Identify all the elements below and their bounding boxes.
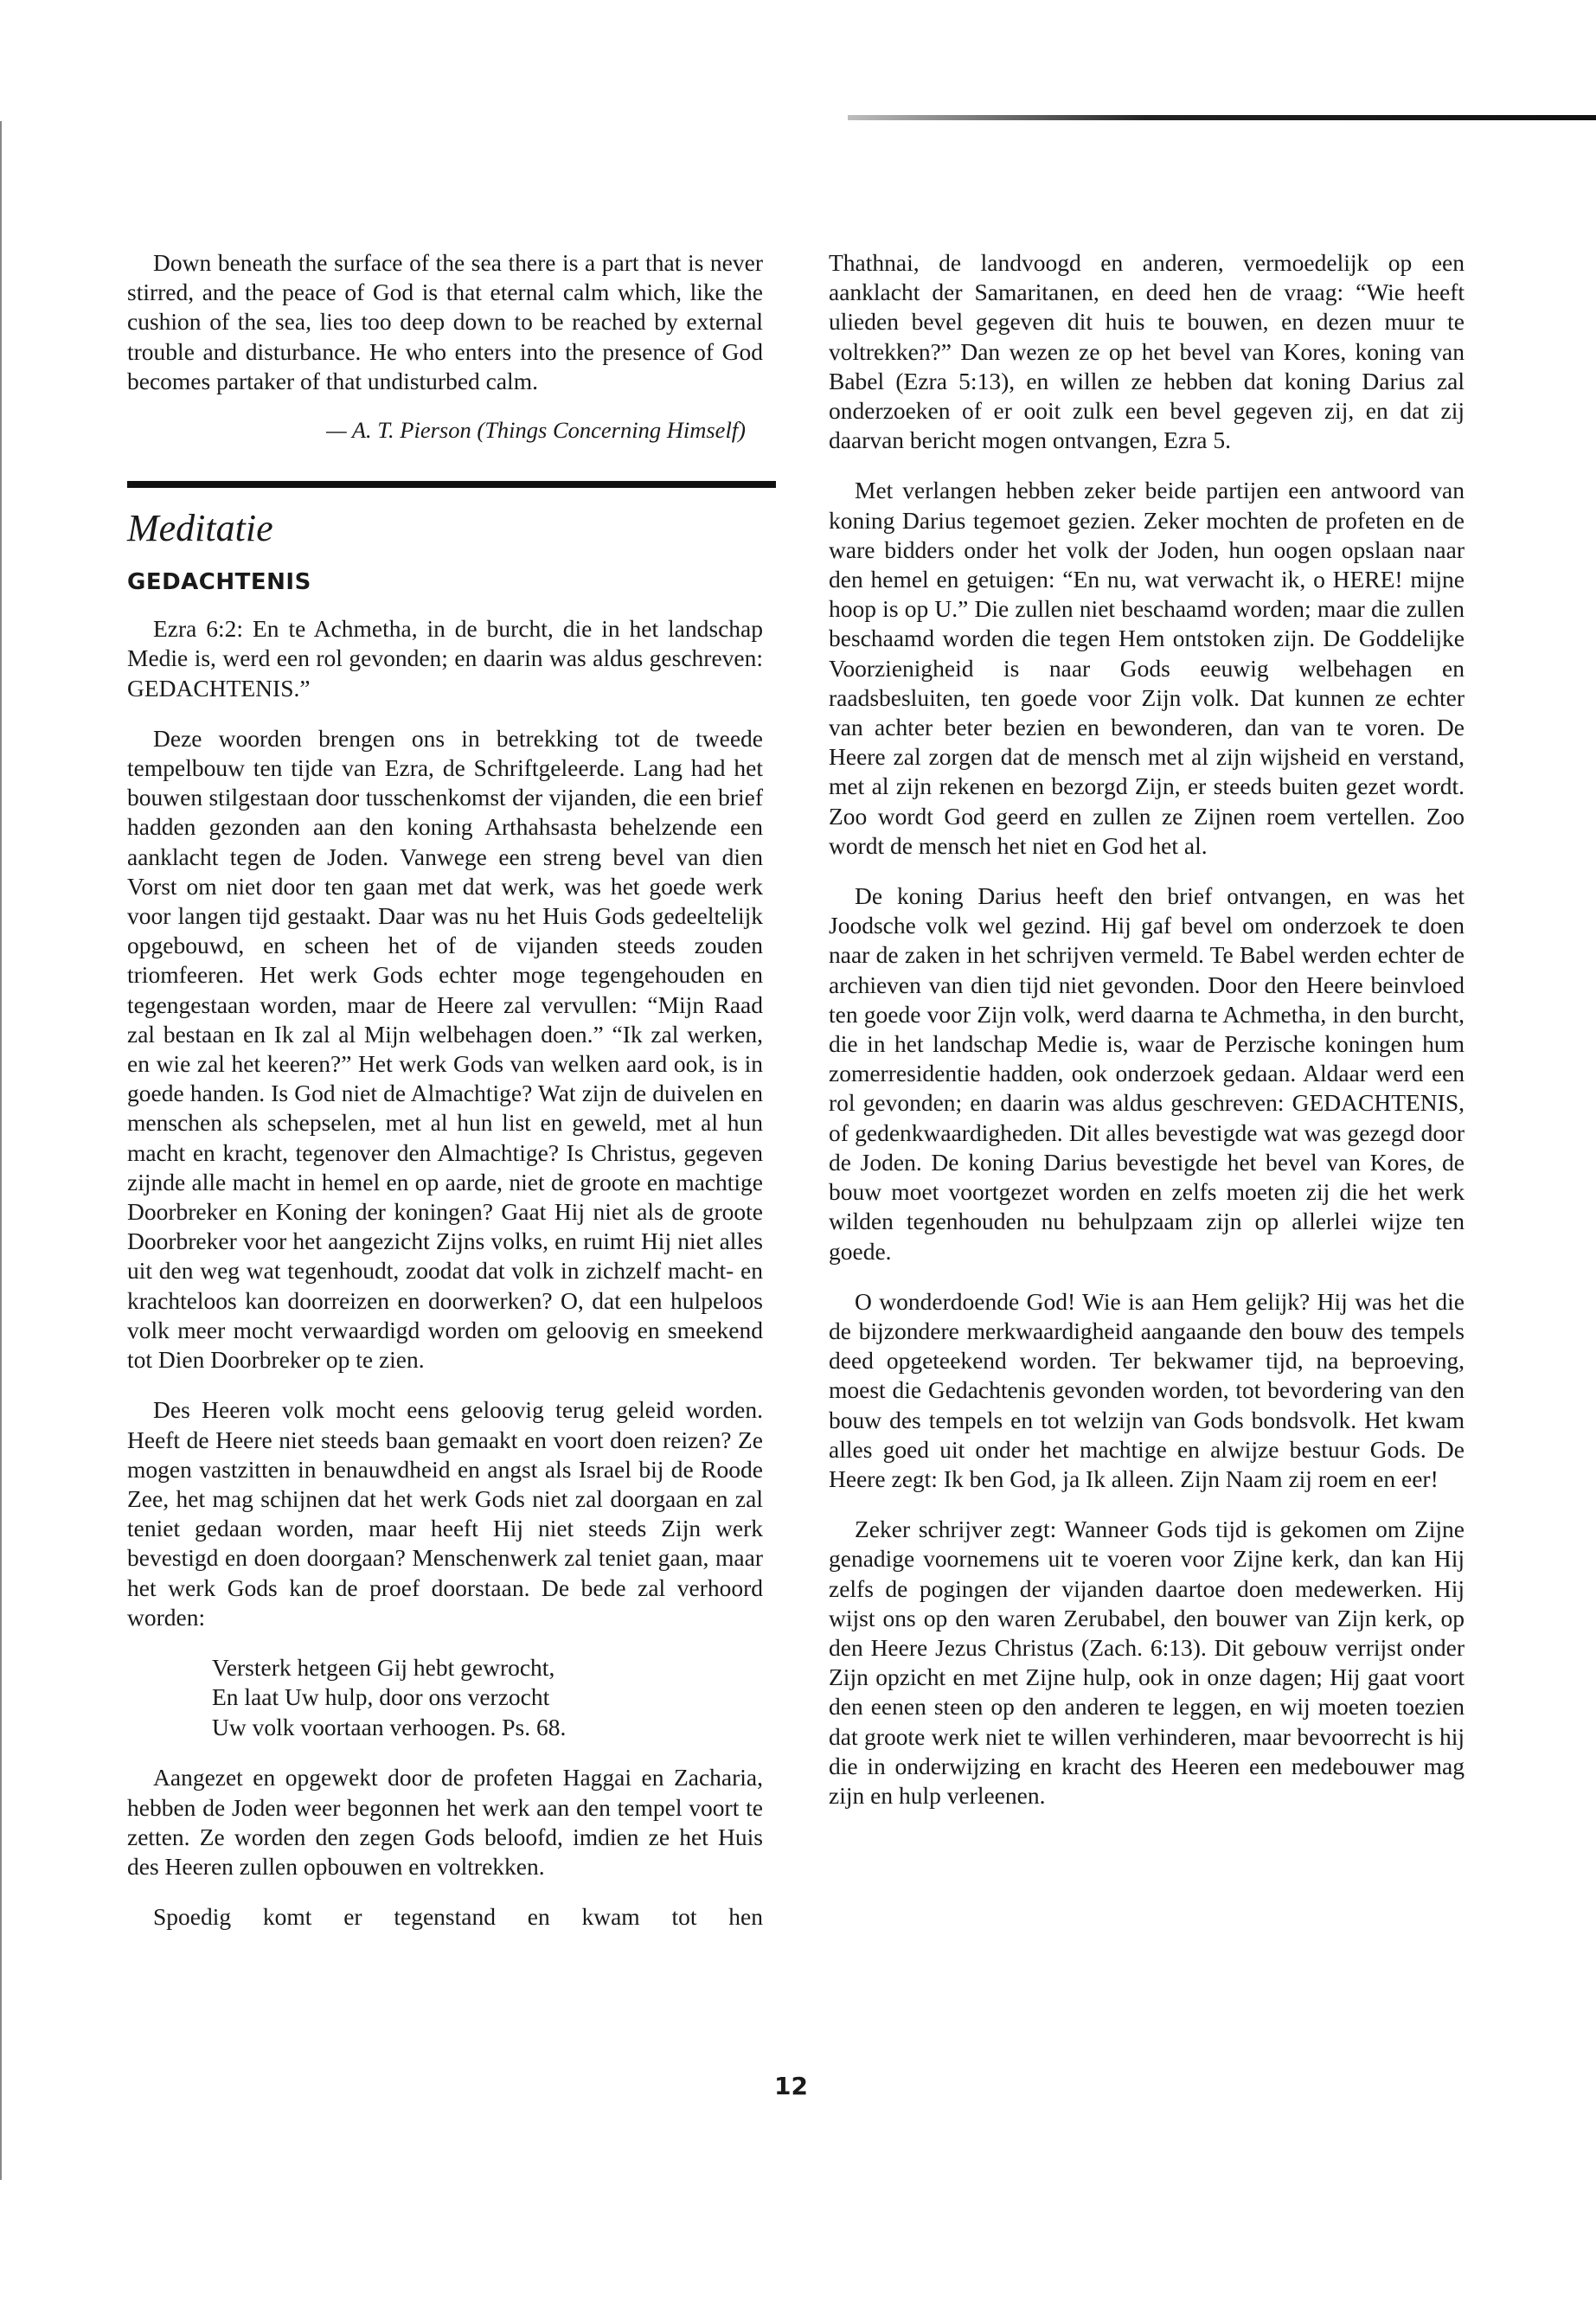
- paragraph: O wonderdoende God! Wie is aan Hem gelijk? Hij was het die de bijzondere merkwaardigheid aangaande den bouw des tempels deed opgeteekend worden. Ter bekwamer tijd, na beproeving, moest die Gedachtenis gevonden worden, tot bevordering van den bouw des tempels en tot welzijn van Gods bondsvolk. Het kwam alles goed uit onder het machtige en alwijze bestuur Gods. De Heere zegt: Ik ben God, ja Ik alleen. Zijn Naam zij roem en eer!: [829, 1287, 1465, 1492]
- paragraph: De koning Darius heeft den brief ontvangen, en was het Joodsche volk wel gezind. Hij gaf bevel om onderzoek te doen naar de zaken in het schrijven vermeld. Te Babel werden echter de archieven van dien tijd niet gevonden. Door den Heere beinvloed ten goede voor Zijn volk, werd daarna te Achmetha, in den burcht, die in het landschap Medie is, waar de Perzische koningen hum zomerresidentie hadden, ook onderzoek gedaan. Aldaar werd een rol gevonden; en daarin was aldus geschreven: GEDACHTENIS, of gedenkwaardigheden. Dit alles bevestigde wat was gezegd door de Joden. De koning Darius bevestigde het bevel van Kores, de bouw moet voortgezet worden en zelfs moeten zij die het werk wilden tegenhouden nu behulpzaam zijn op allerlei wijze ten goede.: [829, 882, 1465, 1265]
- paragraph: Thathnai, de landvoogd en anderen, vermoedelijk op een aanklacht der Samaritanen, en deed hen de vraag: “Wie heeft ulieden bevel gegeven dit huis te bouwen, en dezen muur te voltrekken?” Dan wezen ze op het bevel van Kores, koning van Babel (Ezra 5:13), en willen ze hebben dat koning Darius zal onderzoeken of er ooit zulk een bevel gegeven zij, en dat zij daarvan bericht mogen ontvangen, Ezra 5.: [829, 249, 1465, 454]
- paragraph: Deze woorden brengen ons in betrekking tot de tweede tempelbouw ten tijde van Ezra, de Schriftgeleerde. Lang had het bouwen stilgestaan door tusschenkomst der vijanden, die een brief hadden gezonden aan den koning Arthahsasta behelzende een aanklacht tegen de Joden. Vanwege een streng bevel van dien Vorst om niet door ten gaan met dat werk, was het goede werk voor langen tijd gestaakt. Daar was nu het Huis Gods gedeeltelijk opgebouwd, en scheen het of de vijanden steeds zouden triomfeeren. Het werk Gods echter moge tegengehouden en tegengestaan worden, maar de Heere zal vervullen: “Mijn Raad zal bestaan en Ik zal al Mijn welbehagen doen.” “Ik zal werken, en wie zal het keeren?” Het werk Gods van welken aard ook, is in goede handen. Is God niet de Almachtige? Wat zijn de duivelen en menschen als schepselen, met al hun list en geweld, met al hun macht en kracht, tegenover den Almachtige? Is Christus, gegeven zijnde alle macht in hemel en op aarde, niet de groote en machtige Doorbreker en Koning der koningen? Gaat Hij niet als de groote Doorbreker voor het aangezicht Zijns volks, en ruimt Hij niet alles uit den weg wat tegenhoudt, zoodat dat volk in zichzelf macht- en krachteloos kan doorreizen en doorwerken? O, dat een hulpeloos volk meer mocht verwaardigd worden om geloovig en smeekend tot Dien Doorbreker op te zien.: [127, 724, 763, 1374]
- paragraph: Ezra 6:2: En te Achmetha, in de burcht, die in het landschap Medie is, werd een rol gevonden; en daarin was aldus geschreven: GEDACHTENIS.”: [127, 615, 763, 702]
- scan-edge: [0, 121, 2, 2180]
- quote-attribution: — A. T. Pierson (Things Concerning Himself): [326, 417, 746, 444]
- poem-line: En laat Uw hulp, door ons verzocht: [212, 1683, 550, 1711]
- left-column: [127, 248, 763, 1932]
- right-column: [829, 248, 1465, 1811]
- paragraph: Met verlangen hebben zeker beide partijen een antwoord van koning Darius tegemoet gezien. Zeker mochten de profeten en de ware bidders onder het volk der Joden, hun oogen opslaan naar den hemel en getuigen: “En nu, wat verwacht ik, o HERE! mijne hoop is op U.” Die zullen niet beschaamd worden; maar die zullen beschaamd worden die tegen Hem ontstoken zijn. De Goddelijke Voorzienigheid is naar Gods eeuwig welbehagen en raadsbesluiten, ten goede voor Zijn volk. Dat kunnen ze echter van achter beter bezien en bewonderen, dan van te voren. De Heere zal zorgen dat de mensch met al zijn wijsheid en verstand, met al zijn rekenen en bezorgd Zijn, er steeds buiten gezet wordt. Zoo wordt God geerd en zullen ze Zijnen roem vertellen. Zoo wordt de mensch het niet en God het al.: [829, 477, 1465, 859]
- page-number: 12: [774, 2072, 808, 2100]
- paragraph: Spoedig komt er tegenstand en kwam tot hen: [153, 1903, 763, 1931]
- poem-line: Versterk hetgeen Gij hebt gewrocht,: [212, 1653, 555, 1681]
- poem-line: Uw volk voortaan verhoogen. Ps. 68.: [212, 1713, 567, 1740]
- paragraph: Des Heeren volk mocht eens geloovig terug geleid worden. Heeft de Heere niet steeds baan gemaakt en voort doen reizen? Ze mogen vastzitten in benauwdheid en angst als Israel bij de Roode Zee, het mag schijnen dat het werk Gods niet zal doorgaan en zal teniet gedaan worden, maar heeft Hij niet steeds Zijn werk bevestigd en doen doorgaan? Menschenwerk zal teniet gaan, maar het werk Gods kan de proef doorstaan. De bede zal verhoord worden:: [127, 1396, 763, 1631]
- poem: [212, 1653, 763, 1743]
- top-rule: [848, 115, 1596, 120]
- section-title: Meditatie: [127, 507, 273, 550]
- paragraph: Zeker schrijver zegt: Wanneer Gods tijd is gekomen om Zijne genadige voornemens uit te voeren voor Zijne kerk, dan kan Hij zelfs de pogingen der vijanden daartoe doen medewerken. Hij wijst ons op den waren Zerubabel, den bouwer van Zijn kerk, op den Heere Jezus Christus (Zach. 6:13). Dit gebouw verrijst onder Zijn opzicht en met Zijne hulp, ook in onze dagen; Hij gaat voort den eenen steen op den anderen te leggen, en wij moeten toezien dat groote werk niet te willen verhinderen, maar bevoorrecht is hij die in onderwijzing en kracht des Heeren een medebouwer mag zijn en hulp verleenen.: [829, 1516, 1465, 1809]
- section-divider: [127, 481, 776, 488]
- paragraph: Aangezet en opgewekt door de profeten Haggai en Zacharia, hebben de Joden weer begonnen het werk aan den tempel voort te zetten. Ze worden den zegen Gods beloofd, imdien ze het Huis des Heeren zullen opbouwen en voltrekken.: [127, 1764, 763, 1881]
- section-subtitle: GEDACHTENIS: [127, 569, 311, 596]
- quote-paragraph: Down beneath the surface of the sea there is a part that is never stirred, and the peace of God is that eternal calm which, like the cushion of the sea, lies too deep down to be reached by external trouble and disturbance. He who enters into the presence of God becomes partaker of that undisturbed calm.: [127, 249, 763, 394]
